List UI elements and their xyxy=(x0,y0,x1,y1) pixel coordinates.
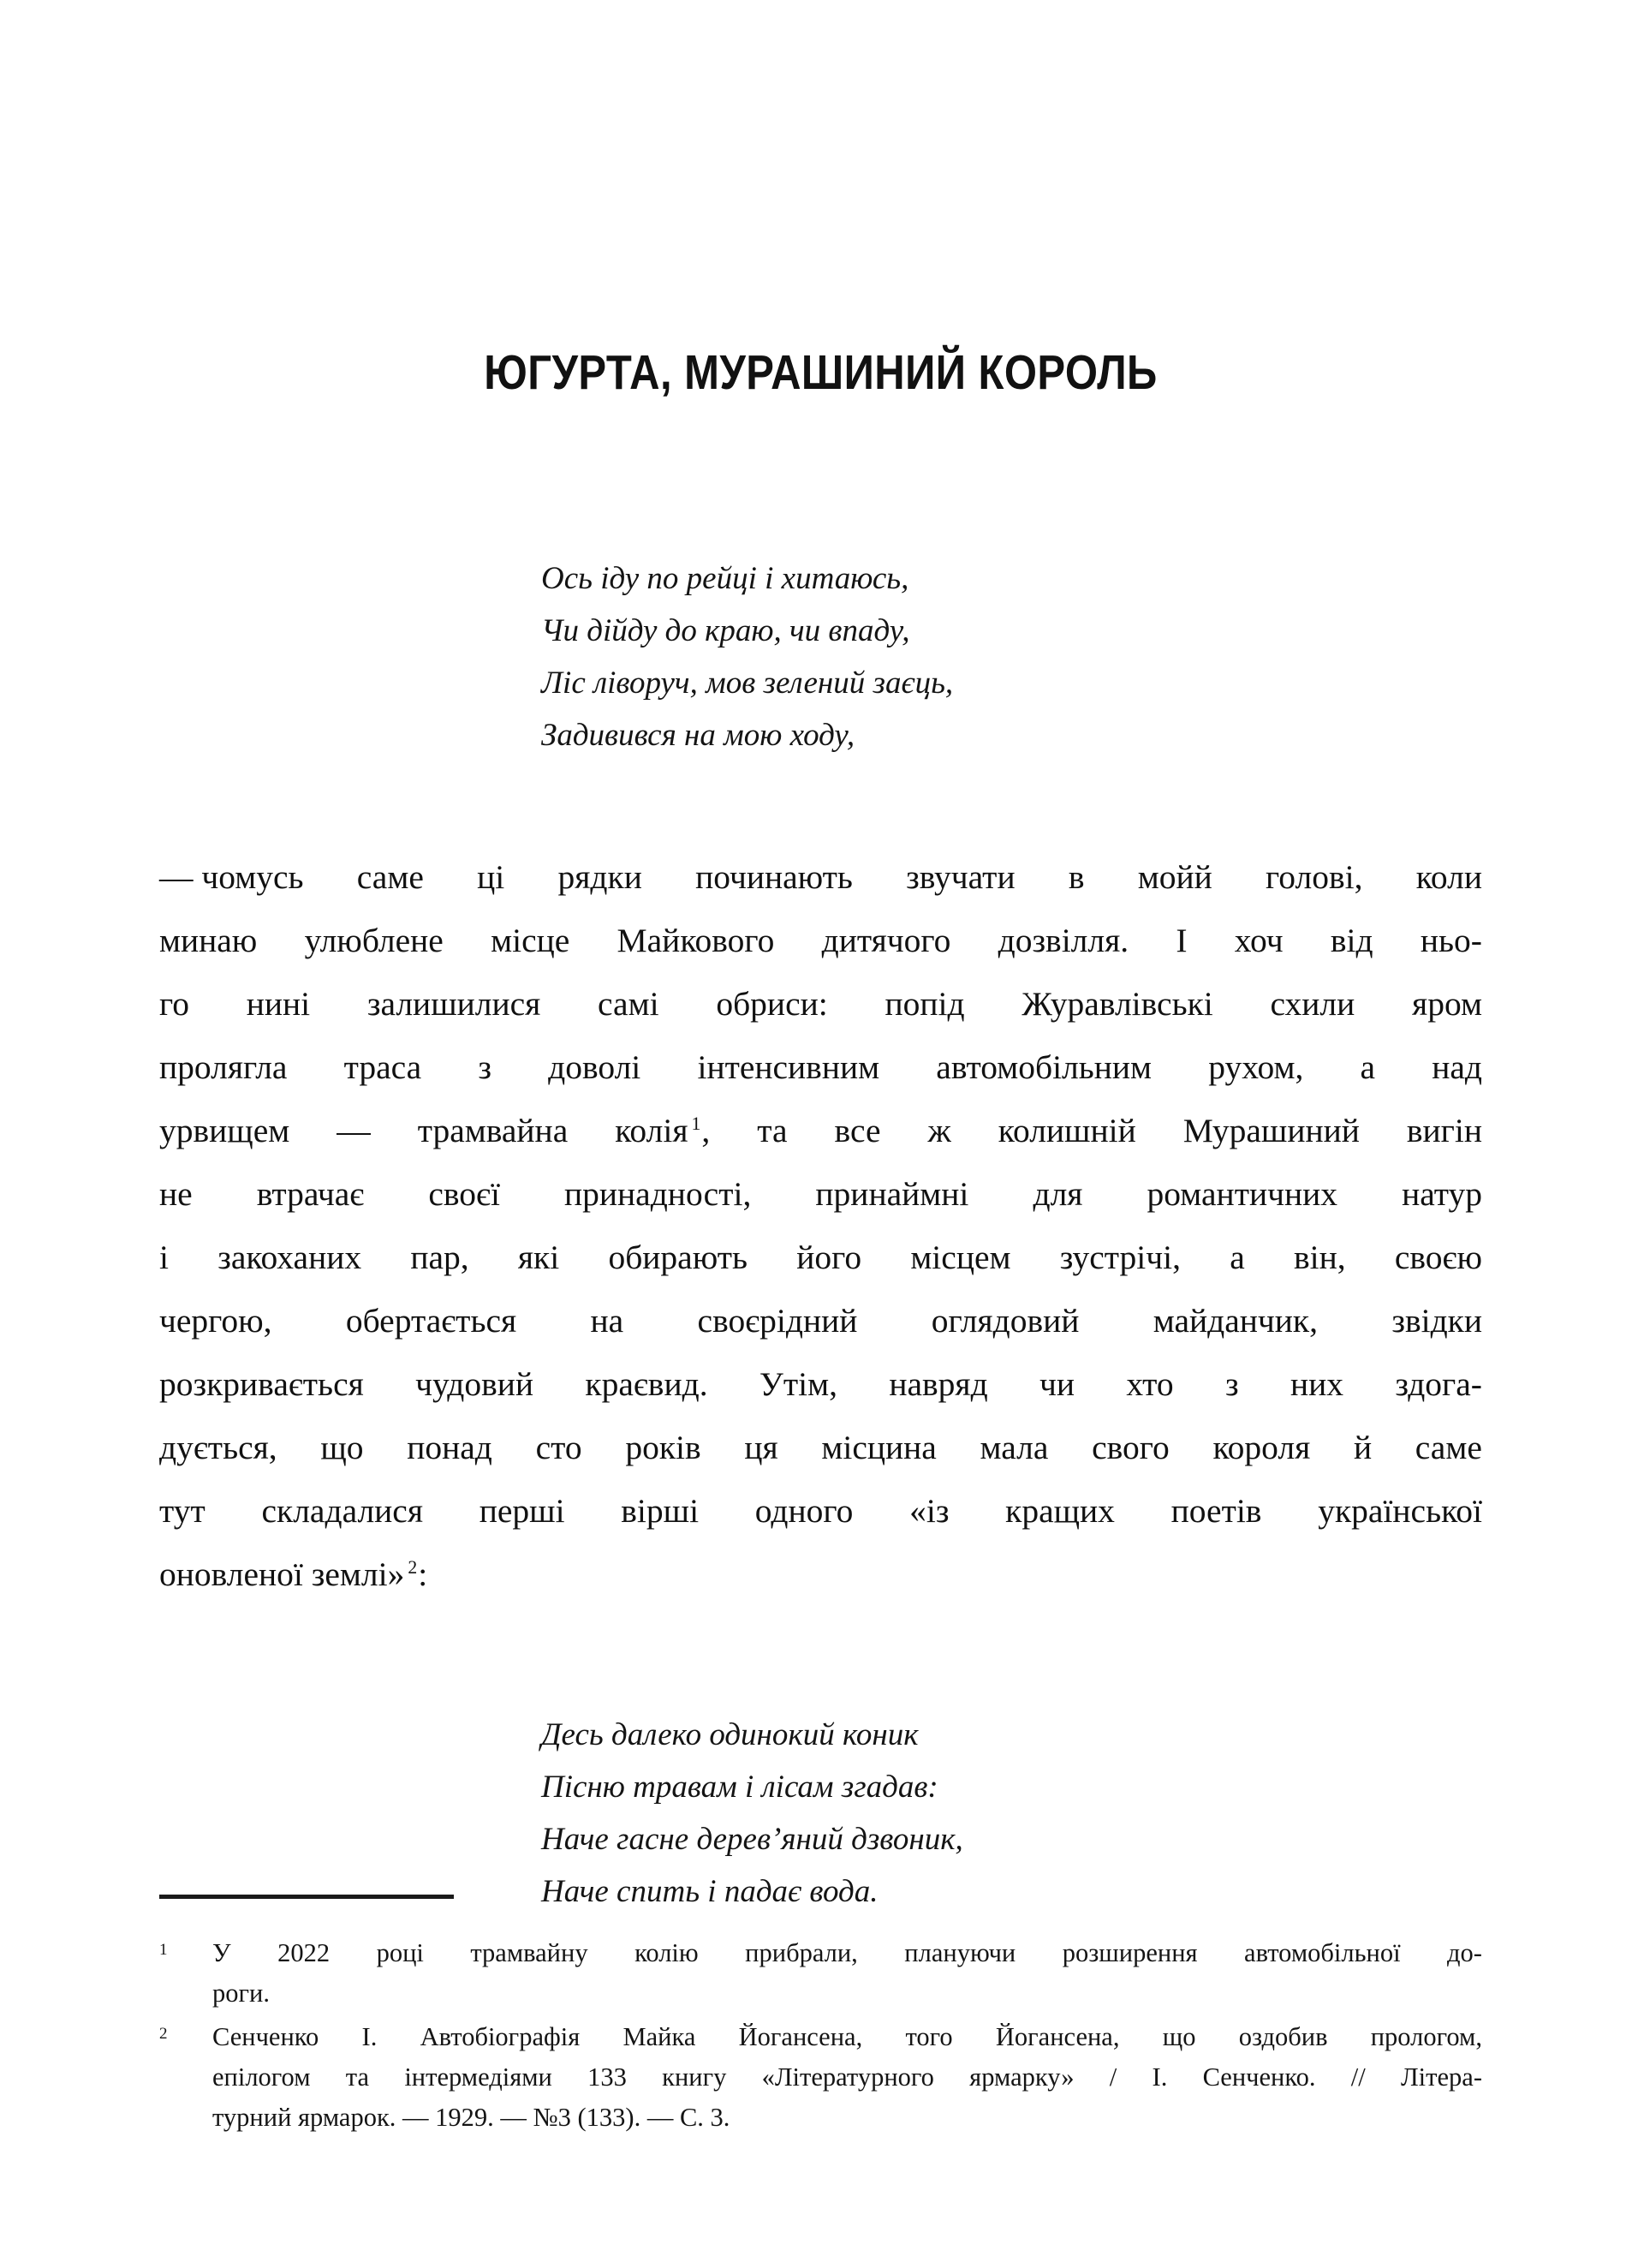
body-line: тут складалися перші вірші одного «із кращих поетів української xyxy=(159,1491,1482,1530)
body-line: не втрачає своєї принадності, принаймні для романтичних натур xyxy=(159,1174,1482,1213)
body-line: і закоханих пар, які обирають його місцем зустрічі, а він, своєю xyxy=(159,1238,1482,1276)
epigraph-top-line: Задивився на мою ходу, xyxy=(541,717,855,753)
page-content-column xyxy=(159,0,1482,1918)
epigraph-bottom-line: Пісню травам і лісам згадав: xyxy=(541,1769,938,1805)
epigraph-bottom xyxy=(159,1606,1482,1918)
footnote-list xyxy=(159,1933,1482,2138)
epigraph-top-line: Ось іду по рейці і хитаюсь, xyxy=(541,560,909,596)
footnote-line: турний ярмарок. — 1929. — №3 (133). — С. 3. xyxy=(212,2103,730,2132)
footnote-item xyxy=(159,2017,1482,2138)
footnote-number: 1 xyxy=(159,1941,168,1959)
body-line: чергою, обертається на своєрідний оглядовий майданчик, звідки xyxy=(159,1301,1482,1340)
body-line: минаю улюблене місце Майкового дитячого дозвілля. І хоч від ньо- xyxy=(159,921,1482,959)
body-line: — чомусь саме ці рядки починають звучати в мойй голові, коли xyxy=(159,857,1482,896)
footnote-marker-1[interactable]: 1 xyxy=(691,1113,701,1134)
footnotes-section xyxy=(159,1895,1482,2141)
footnote-line: епілогом та інтермедіями 133 книгу «Літературного ярмарку» / І. Сенченко. // Літера- xyxy=(212,2062,1482,2092)
body-line: розкривається чудовий краєвид. Утім, навряд чи хто з них здога- xyxy=(159,1364,1482,1403)
footnote-line: У 2022 році трамвайну колію прибрали, плануючи розширення автомобільної до- xyxy=(212,1938,1482,1967)
body-line: дується, що понад сто років ця місцина мала свого короля й саме xyxy=(159,1428,1482,1466)
body-line: оновленої землі» $^2$: xyxy=(159,1555,428,1593)
epigraph-bottom-line: Наче спить і падає вода. xyxy=(541,1873,879,1909)
body-line: го нині залишилися самі обриси: попід Журавлівські схили яром xyxy=(159,984,1482,1023)
body-line: пролягла траса з доволі інтенсивним автомобільним рухом, а над xyxy=(159,1047,1482,1086)
epigraph-top-line: Ліс ліворуч, мов зелений заєць, xyxy=(541,665,954,701)
epigraph-bottom-line: Десь далеко одинокий коник xyxy=(541,1716,919,1752)
body-line: урвищем — трамвайна колія $^1$, та все ж колишній Мурашиний вигін xyxy=(159,1111,1482,1149)
epigraph-top xyxy=(159,399,1482,761)
footnote-item xyxy=(159,1933,1482,2014)
body-paragraph xyxy=(159,761,1482,1606)
epigraph-top-line: Чи дійду до краю, чи впаду, xyxy=(541,612,910,648)
footnote-line: роги. xyxy=(212,1979,270,2008)
footnote-number: 2 xyxy=(159,2025,168,2043)
footnote-marker-2[interactable]: 2 xyxy=(408,1556,418,1578)
footnote-text xyxy=(212,1933,1482,2014)
page-title: ЮГУРТА, МУРАШИНИЙ КОРОЛЬ xyxy=(484,345,1158,400)
epigraph-bottom-line: Наче гасне дерев’яний дзвоник, xyxy=(541,1821,963,1857)
footnote-line: Сенченко І. Автобіографія Майка Йогансена, того Йогансена, що оздобив прологом, xyxy=(212,2022,1482,2051)
footnote-text xyxy=(212,2017,1482,2138)
footnote-separator-rule xyxy=(159,1895,454,1899)
